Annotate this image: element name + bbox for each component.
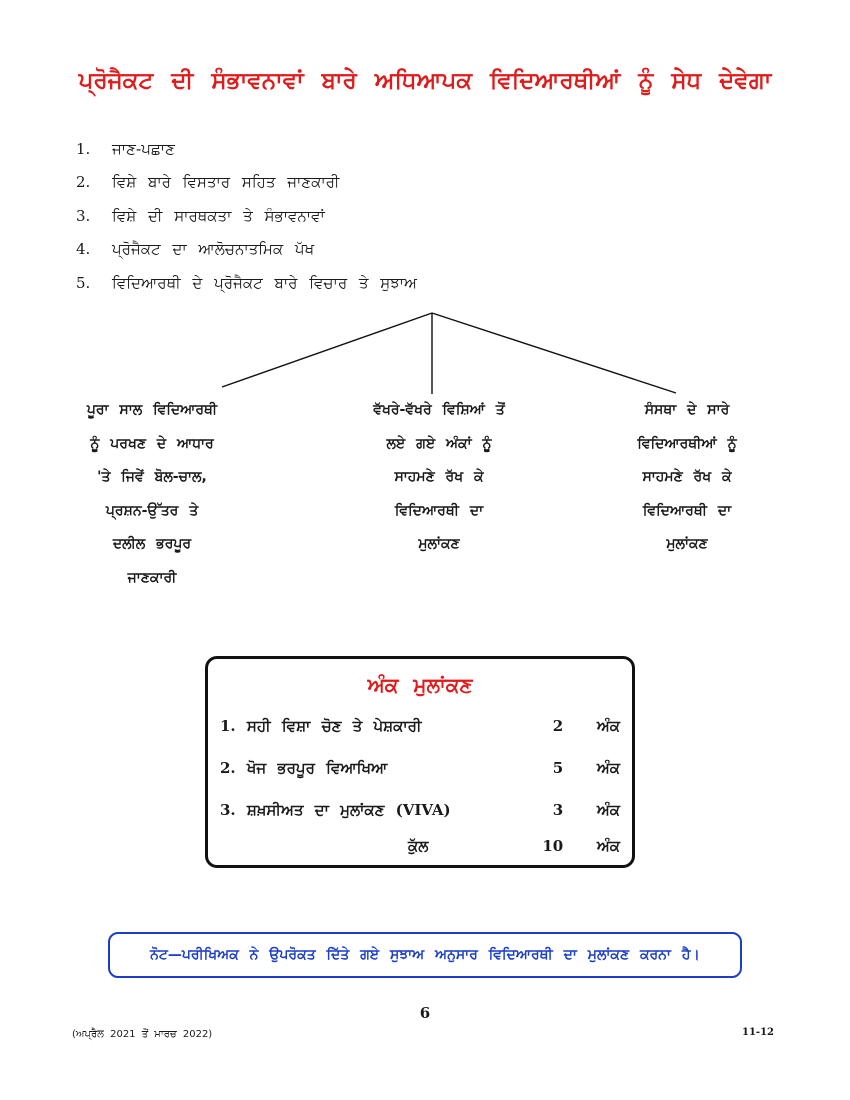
branch-line-text: ਮੁਲਾਂਕਣ (418, 536, 460, 552)
footer-date-range: (ਅਪ੍ਰੈਲ 2021 ਤੋਂ ਮਾਰਚ 2022) (72, 1029, 213, 1040)
marks-box (205, 656, 635, 868)
marks-row-points: 3 (552, 801, 564, 819)
marks-row-value (553, 801, 620, 819)
list-number: 4. (76, 240, 91, 259)
list-number: 2. (76, 173, 91, 192)
branch-line-text: 'ਤੇ ਜਿਵੇਂ ਬੋਲ-ਚਾਲ, (97, 469, 207, 485)
footer-class-range: 11-12 (742, 1027, 774, 1038)
marks-row (220, 801, 620, 825)
list-text: ਪ੍ਰੋਜੈਕਟ ਦਾ ਆਲੋਚਨਾਤਮਿਕ ਪੱਖ (112, 240, 315, 259)
marks-row-text: ਸ਼ਖ਼ਸੀਅਤ ਦਾ ਮੁਲਾਂਕਣ (246, 801, 385, 819)
marks-row-text: ਸਹੀ ਵਿਸ਼ਾ ਚੋਣ ਤੇ ਪੇਸ਼ਕਾਰੀ (246, 717, 422, 735)
branch-diagram (0, 0, 850, 420)
marks-total-value (542, 837, 620, 855)
marks-row (220, 717, 620, 741)
marks-row-value (553, 717, 620, 735)
branch-line-text: ਸਾਹਮਣੇ ਰੱਖ ਕੇ (394, 469, 484, 485)
marks-row-number: 2. (220, 759, 236, 777)
list-text: ਵਿਸ਼ੇ ਬਾਰੇ ਵਿਸਤਾਰ ਸਹਿਤ ਜਾਣਕਾਰੀ (112, 173, 340, 192)
list-number: 3. (76, 206, 91, 225)
branch-line-text: ਜਾਣਕਾਰੀ (127, 569, 177, 586)
marks-row-unit: ਅੰਕ (596, 717, 620, 735)
list-text: ਜਾਣ-ਪਛਾਣ (112, 139, 175, 158)
branch-line-right (432, 313, 676, 393)
branch-line-text: ਲਏ ਗਏ ਅੰਕਾਂ ਨੂੰ (386, 435, 492, 452)
marks-title: ਅੰਕ ਮੁਲਾਂਕਣ (367, 673, 473, 697)
marks-row-unit: ਅੰਕ (596, 801, 620, 819)
list-text: ਵਿਸ਼ੇ ਦੀ ਸਾਰਥਕਤਾ ਤੇ ਸੰਭਾਵਨਾਵਾਂ (112, 206, 325, 225)
marks-total-points: 10 (542, 837, 564, 855)
branch-line-text: ਵਿਦਿਆਰਥੀ ਦਾ (642, 502, 732, 519)
marks-row-value (553, 759, 620, 777)
marks-row-text: ਖੋਜ ਭਰਪੂਰ ਵਿਆਖਿਆ (246, 759, 388, 777)
branch-line-text: ਸੰਸਥਾ ਦੇ ਸਾਰੇ (644, 402, 730, 418)
branch-line-text: ਪ੍ਰਸ਼ਨ-ਉੱਤਰ ਤੇ (105, 502, 199, 519)
marks-row-extra: (VIVA) (395, 801, 451, 819)
branch-line-text: ਵਿਦਿਆਰਥੀ ਦਾ (394, 502, 484, 519)
marks-row-label (220, 801, 451, 819)
list-number: 1. (76, 139, 91, 158)
branch-line-left (222, 313, 432, 387)
list-number: 5. (76, 273, 91, 292)
list-text: ਵਿਦਿਆਰਥੀ ਦੇ ਪ੍ਰੋਜੈਕਟ ਬਾਰੇ ਵਿਚਾਰ ਤੇ ਸੁਝਾਅ (112, 273, 417, 292)
marks-row-points: 5 (552, 759, 564, 777)
note-box: ਨੋਟ—ਪਰੀਖਿਅਕ ਨੇ ਉਪਰੋਕਤ ਦਿੱਤੇ ਗਏ ਸੁਝਾਅ ਅਨੁਸਾਰ ਵਿਦਿਆਰਥੀ ਦਾ ਮੁਲਾਂਕਣ ਕਰਨਾ ਹੈ। (108, 932, 742, 978)
marks-row-label (220, 759, 387, 777)
branch-line-text: ਮੁਲਾਂਕਣ (666, 536, 708, 552)
marks-total-unit: ਅੰਕ (596, 837, 620, 855)
marks-row (220, 759, 620, 783)
marks-total-row (220, 837, 620, 861)
branch-line-text: ਵੱਖਰੇ-ਵੱਖਰੇ ਵਿਸ਼ਿਆਂ ਤੋਂ (373, 402, 505, 418)
branch-line-text: ਵਿਦਿਆਰਥੀਆਂ ਨੂੰ (637, 435, 737, 452)
marks-row-number: 3. (220, 801, 236, 819)
marks-total-label: ਕੁੱਲ (408, 837, 429, 855)
branch-line-text: ਨੂੰ ਪਰਖਣ ਦੇ ਆਧਾਰ (90, 435, 214, 452)
branch-line-text: ਸਾਹਮਣੇ ਰੱਖ ਕੇ (642, 469, 732, 485)
marks-row-unit: ਅੰਕ (596, 759, 620, 777)
marks-row-points: 2 (552, 717, 564, 735)
branch-text-center (339, 397, 539, 565)
marks-row-label (220, 717, 422, 735)
branch-line-text: ਦਲੀਲ ਭਰਪੂਰ (112, 536, 192, 552)
branch-text-left (52, 397, 252, 598)
marks-row-number: 1. (220, 717, 236, 735)
branch-text-right (587, 397, 787, 565)
page-number: 6 (419, 1004, 431, 1022)
page-title: ਪ੍ਰੋਜੈਕਟ ਦੀ ਸੰਭਾਵਨਾਵਾਂ ਬਾਰੇ ਅਧਿਆਪਕ ਵਿਦਿਆਰਥੀਆਂ ਨੂੰ ਸੇਧ ਦੇਵੇਗਾ (78, 68, 772, 94)
branch-line-text: ਪੂਰਾ ਸਾਲ ਵਿਦਿਆਰਥੀ (86, 402, 218, 418)
